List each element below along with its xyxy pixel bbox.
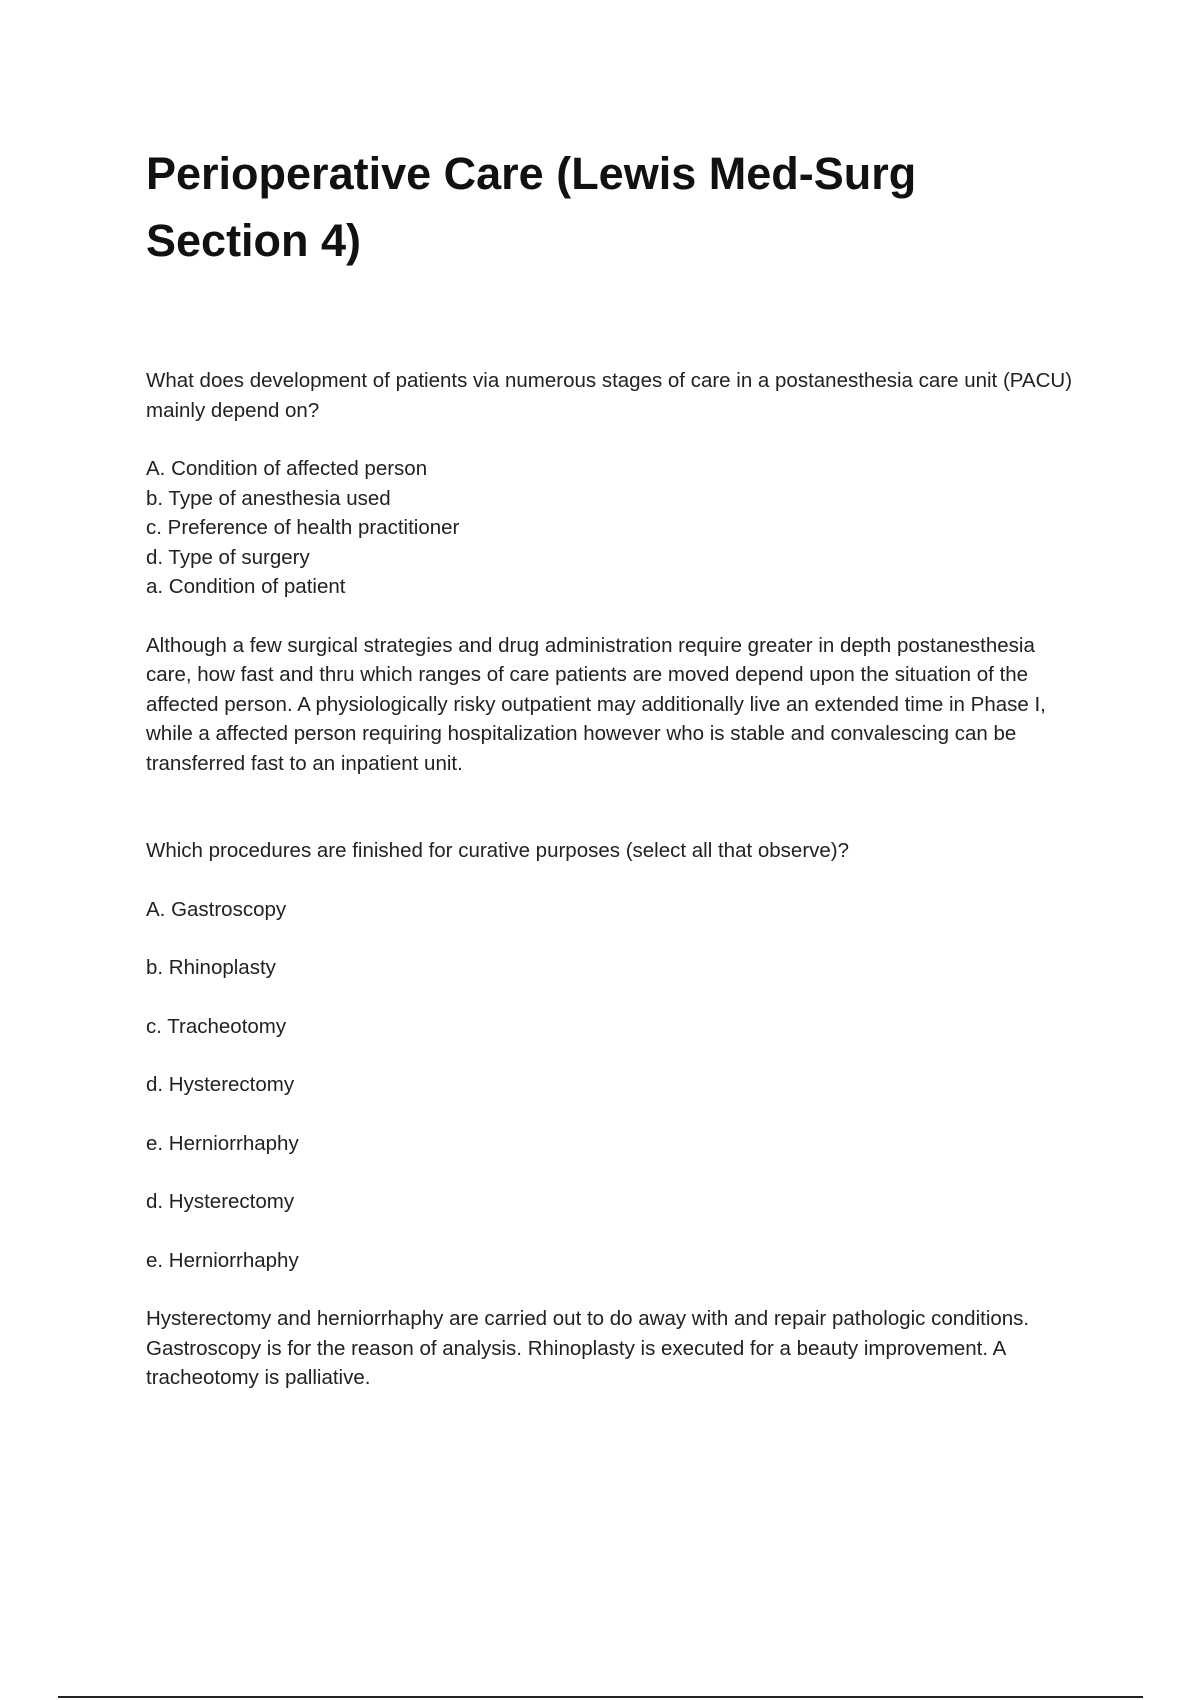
document-content xyxy=(146,366,1086,1393)
question-2-options xyxy=(146,895,1086,1276)
option-item: e. Herniorrhaphy xyxy=(146,1131,299,1155)
question-2-explanation: Hysterectomy and herniorrhaphy are carried out to do away with and repair pathologic conditions. Gastroscopy is for the reason of analysis. Rhinoplasty is executed for a beauty improvement. A tracheotomy is palliative. xyxy=(146,1307,1030,1389)
option-item: c. Preference of health practitioner xyxy=(146,516,460,539)
question-1: What does development of patients via numerous stages of care in a postanesthesia care unit (PACU) mainly depend on? xyxy=(146,369,1073,422)
question-1-options xyxy=(146,454,1086,602)
option-item: A. Condition of affected person xyxy=(146,457,428,480)
question-2: Which procedures are finished for curative purposes (select all that observe)? xyxy=(146,839,850,862)
answer-item: a. Condition of patient xyxy=(146,575,346,598)
answer-item: d. Hysterectomy xyxy=(146,1190,295,1213)
option-item: d. Hysterectomy xyxy=(146,1073,295,1096)
option-item: d. Type of surgery xyxy=(146,545,310,569)
option-item: A. Gastroscopy xyxy=(146,897,287,921)
page-bottom-divider xyxy=(58,1696,1143,1698)
option-item: b. Rhinoplasty xyxy=(146,956,276,979)
option-item: c. Tracheotomy xyxy=(146,1014,287,1038)
page-title: Perioperative Care (Lewis Med-Surg Section 4) xyxy=(146,148,917,266)
question-1-explanation: Although a few surgical strategies and drug administration require greater in depth postanesthesia care, how fast and thru which ranges of care patients are moved depend upon the situation of the affected person. A physiologically risky outpatient may additionally live an extended time in Phase I, while a affected person requiring hospitalization however who is stable and convalescing can be transferred fast to an inpatient unit. xyxy=(146,633,1046,775)
answer-item: e. Herniorrhaphy xyxy=(146,1248,299,1272)
option-item: b. Type of anesthesia used xyxy=(146,486,391,510)
